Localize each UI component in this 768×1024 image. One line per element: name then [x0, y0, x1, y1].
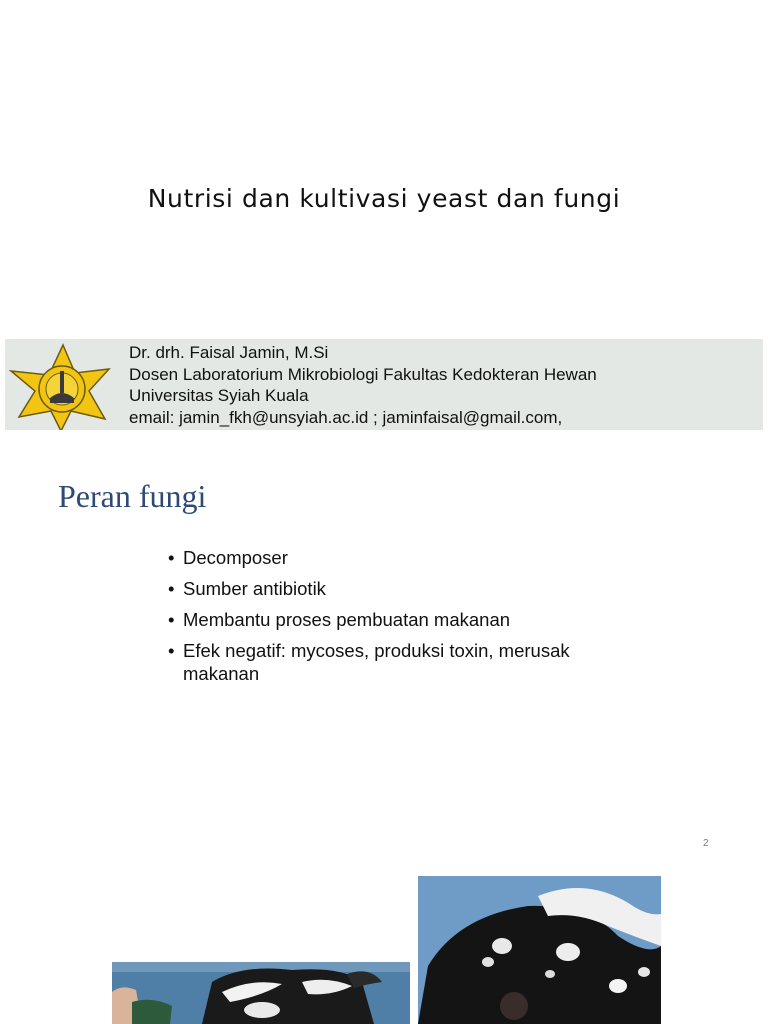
bullet-dot: • — [168, 609, 175, 630]
author-position: Dosen Laboratorium Mikrobiologi Fakultas Kedokteran Hewan — [129, 364, 597, 384]
cattle-photo-right — [418, 876, 661, 1024]
author-email: email: jamin_fkh@unsyiah.ac.id ; jaminfaisal@gmail.com, — [129, 407, 563, 427]
cattle-photo-left — [112, 962, 410, 1024]
bullet-dot: • — [168, 578, 175, 599]
page-number: 2 — [703, 838, 709, 849]
list-item — [168, 577, 628, 600]
slide-heading: Peran fungi — [58, 478, 207, 514]
list-item — [168, 608, 628, 631]
bullet-text: Sumber antibiotik — [183, 578, 326, 599]
author-info — [129, 342, 597, 428]
bullet-dot: • — [168, 640, 175, 661]
university-emblem-icon — [5, 339, 127, 430]
bullet-text: Efek negatif: mycoses, produksi toxin, merusak makanan — [183, 640, 570, 684]
bullet-list — [168, 546, 628, 693]
presentation-title: Nutrisi dan kultivasi yeast dan fungi — [147, 184, 621, 213]
bullet-dot: • — [168, 547, 175, 568]
bullet-text: Membantu proses pembuatan makanan — [183, 609, 511, 630]
cattle-photo-image — [112, 962, 410, 1024]
cattle-photo-image — [418, 876, 661, 1024]
author-university: Universitas Syiah Kuala — [129, 386, 309, 405]
list-item — [168, 639, 628, 685]
author-banner — [5, 339, 763, 430]
author-name: Dr. drh. Faisal Jamin, M.Si — [129, 343, 329, 362]
list-item — [168, 546, 628, 569]
bullet-text: Decomposer — [183, 547, 288, 568]
